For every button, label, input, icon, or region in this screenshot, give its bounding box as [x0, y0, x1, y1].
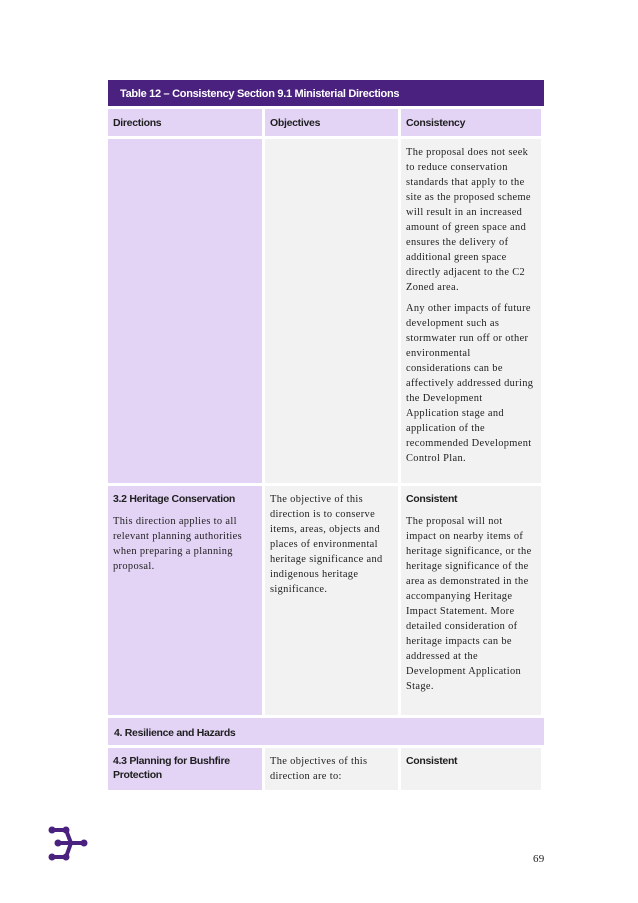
consistency-cell — [401, 486, 541, 715]
directions-cell — [108, 486, 262, 715]
objective-text: The objectives of this direction are to: — [270, 756, 368, 782]
objectives-cell — [265, 139, 398, 483]
consistency-label: Consistent — [406, 493, 458, 505]
table-row — [108, 748, 544, 790]
header-objectives: Objectives — [265, 109, 398, 136]
header-directions: Directions — [108, 109, 262, 136]
direction-text: This direction applies to all relevant planning authorities when preparing a planning proposal. — [113, 516, 243, 572]
consistency-paragraph: Any other impacts of future development such as stormwater run off or other environmental considerations can be affectively addressed during the Development Application stage and application of the recommended Development Control Plan. — [406, 303, 534, 464]
objective-text: The objective of this direction is to conserve items, areas, objects and places of environmental heritage significance and indigenous heritage significance. — [270, 494, 383, 595]
section-heading: 4. Resilience and Hazards — [108, 718, 544, 745]
consistency-paragraph: The proposal does not seek to reduce conservation standards that apply to the site as the proposed scheme will result in an increased amount of green space and ensures the delivery of additional green space directly adjacent to the C2 Zoned area. — [406, 147, 531, 293]
ministerial-directions-table — [108, 80, 544, 790]
header-consistency: Consistency — [401, 109, 541, 136]
page-number: 69 — [533, 853, 545, 865]
direction-title: 4.3 Planning for Bushfire Protection — [113, 755, 230, 781]
table-row — [108, 486, 544, 715]
chain-nodes-logo-icon — [46, 824, 90, 869]
directions-cell — [108, 748, 262, 790]
consistency-label: Consistent — [406, 755, 458, 767]
consistency-cell — [401, 139, 541, 483]
table-caption: Table 12 – Consistency Section 9.1 Ministerial Directions — [108, 80, 544, 106]
consistency-cell — [401, 748, 541, 790]
direction-title: 3.2 Heritage Conservation — [113, 493, 236, 505]
consistency-text: The proposal will not impact on nearby items of heritage significance, or the heritage significance of the area as demonstrated in the accompanying Heritage Impact Statement. More detailed consideration of heritage impacts can be addressed at the Development Application Stage. — [406, 516, 532, 692]
table-header-row — [108, 109, 544, 136]
table-row — [108, 139, 544, 483]
section-row — [108, 718, 544, 745]
objectives-cell — [265, 486, 398, 715]
directions-cell — [108, 139, 262, 483]
objectives-cell — [265, 748, 398, 790]
